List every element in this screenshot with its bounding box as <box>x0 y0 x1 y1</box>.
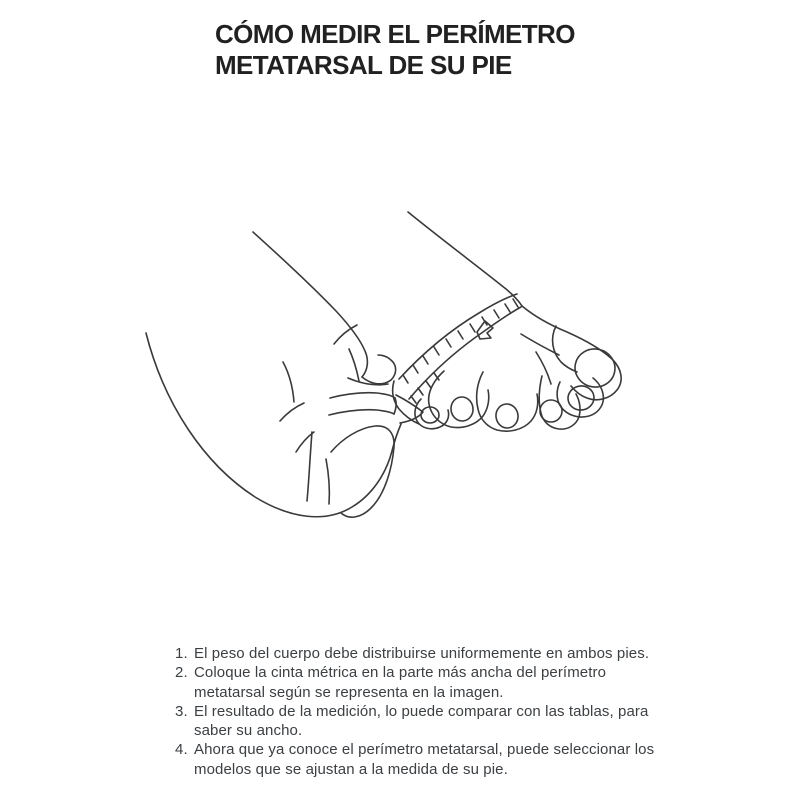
tape-tick-marks <box>403 299 518 383</box>
foot-measurement-drawing <box>120 195 690 560</box>
big-toenail <box>571 345 618 390</box>
forearm <box>146 333 401 517</box>
second-toenail <box>566 384 596 412</box>
index-finger <box>330 393 395 398</box>
page-title-line2: METATARSAL DE SU PIE <box>215 50 512 80</box>
instructions-list <box>166 644 666 779</box>
leg-outline <box>253 212 522 377</box>
foot-measurement-illustration <box>120 195 690 560</box>
foot-outline <box>393 306 622 431</box>
fifth-toenail <box>449 396 474 423</box>
instruction-step-3: 3. El resultado de la medición, lo puede comparar con las tablas, para saber su ancho. <box>192 702 666 741</box>
hand-outline <box>146 333 401 517</box>
page-title <box>215 19 595 81</box>
third-toenail <box>540 400 562 422</box>
tape-lower-tick-marks <box>411 373 439 403</box>
page-title-line1: CÓMO MEDIR EL PERÍMETRO <box>215 19 575 49</box>
instruction-step-1: 1. El peso del cuerpo debe distribuirse uniformemente en ambos pies. <box>192 644 666 663</box>
instruction-step-2: 2. Coloque la cinta métrica en la parte más ancha del perímetro metatarsal según se representa en la imagen. <box>192 663 666 702</box>
measuring-tape <box>396 294 521 423</box>
fourth-toenail <box>494 403 519 430</box>
instruction-step-4: 4. Ahora que ya conoce el perímetro metatarsal, puede seleccionar los modelos que se ajustan a la medida de su pie. <box>192 740 666 779</box>
